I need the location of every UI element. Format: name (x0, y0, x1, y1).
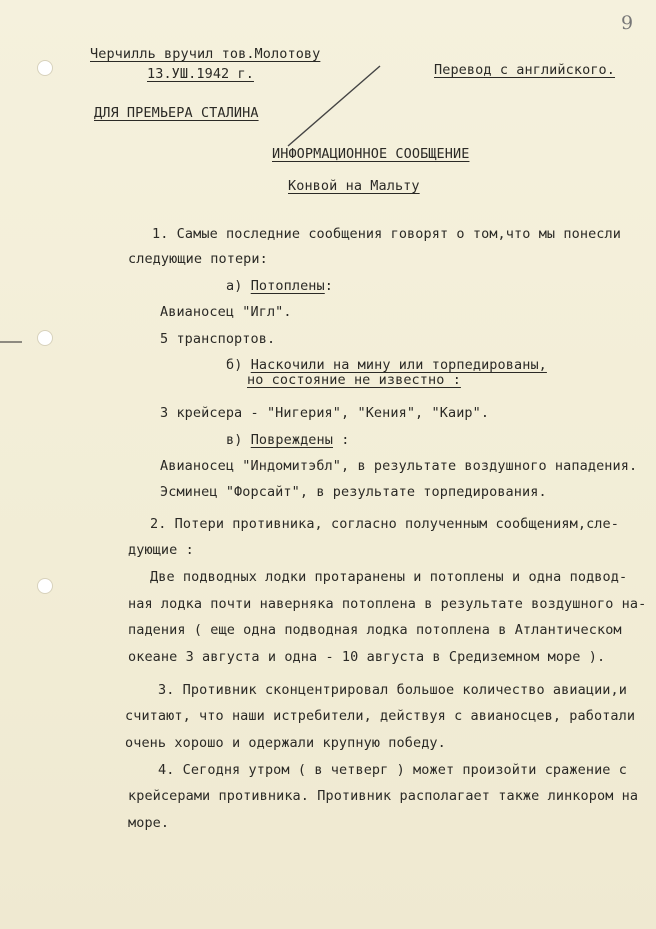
section-a-heading: Потоплены (250, 278, 325, 294)
section-a-label: а) (226, 278, 243, 294)
section-v-item2: Эсминец "Форсайт", в результате торпедирования. (160, 484, 547, 500)
para4-line2: крейсерами противника. Противник располагает также линкором на (128, 788, 639, 804)
section-v-item1: Авианосец "Индомитэбл", в результате воздушного нападения. (160, 458, 638, 474)
document-subtitle: Конвой на Мальту (288, 178, 420, 194)
section-b-heading1: Наскочили на мину или торпедированы, (250, 357, 547, 373)
section-a-item2: 5 транспортов. (160, 331, 276, 347)
para3-line3: очень хорошо и одержали крупную победу. (125, 735, 446, 751)
para1-line2: следующие потери: (128, 251, 268, 267)
header-delivered-note: Черчилль вручил тов.Молотову (90, 46, 321, 62)
para3-line2: считают, что наши истребители, действуя с авианосцев, работали (125, 708, 636, 724)
section-v (226, 432, 349, 448)
section-b (226, 357, 547, 373)
page-number: 9 (621, 12, 634, 34)
translation-note: Перевод с английского. (434, 62, 616, 78)
addressee: ДЛЯ ПРЕМЬЕРА СТАЛИНА (94, 105, 259, 121)
document-title: ИНФОРМАЦИОННОЕ СООБЩЕНИЕ (272, 146, 470, 162)
header-date: 13.УШ.1942 г. (147, 66, 254, 82)
section-v-colon: : (341, 432, 350, 448)
margin-mark (0, 341, 22, 343)
para2-line3: Две подводных лодки протаранены и потоплены и одна подвод- (150, 569, 628, 585)
punch-hole-top (37, 60, 53, 76)
section-v-label: в) (226, 432, 243, 448)
para2-line4: ная лодка почти наверняка потоплена в результате воздушного на- (128, 596, 647, 612)
section-b-item1: 3 крейсера - "Нигерия", "Кения", "Каир". (160, 405, 490, 421)
section-b-heading2: но состояние не известно : (247, 372, 461, 388)
para2-line5: падения ( еще одна подводная лодка потоплена в Атлантическом (128, 622, 622, 638)
para2-line2: дующие : (128, 542, 194, 558)
pen-stroke (268, 60, 398, 150)
para1-line1: 1. Самые последние сообщения говорят о том,что мы понесли (152, 226, 621, 242)
punch-hole-bottom (37, 578, 53, 594)
section-a-colon: : (324, 278, 333, 294)
section-v-heading: Повреждены (250, 432, 333, 448)
section-b-label: б) (226, 357, 243, 373)
para4-line3: море. (128, 815, 170, 831)
punch-hole-middle (37, 330, 53, 346)
para2-line1: 2. Потери противника, согласно полученным сообщениям,сле- (150, 516, 619, 532)
section-a (226, 278, 333, 294)
section-a-item1: Авианосец "Игл". (160, 304, 292, 320)
para4-line1: 4. Сегодня утром ( в четверг ) может произойти сражение с (158, 762, 627, 778)
para3-line1: 3. Противник сконцентрировал большое количество авиации,и (158, 682, 627, 698)
para2-line6: океане 3 августа и одна - 10 августа в Средиземном море ). (128, 649, 606, 665)
